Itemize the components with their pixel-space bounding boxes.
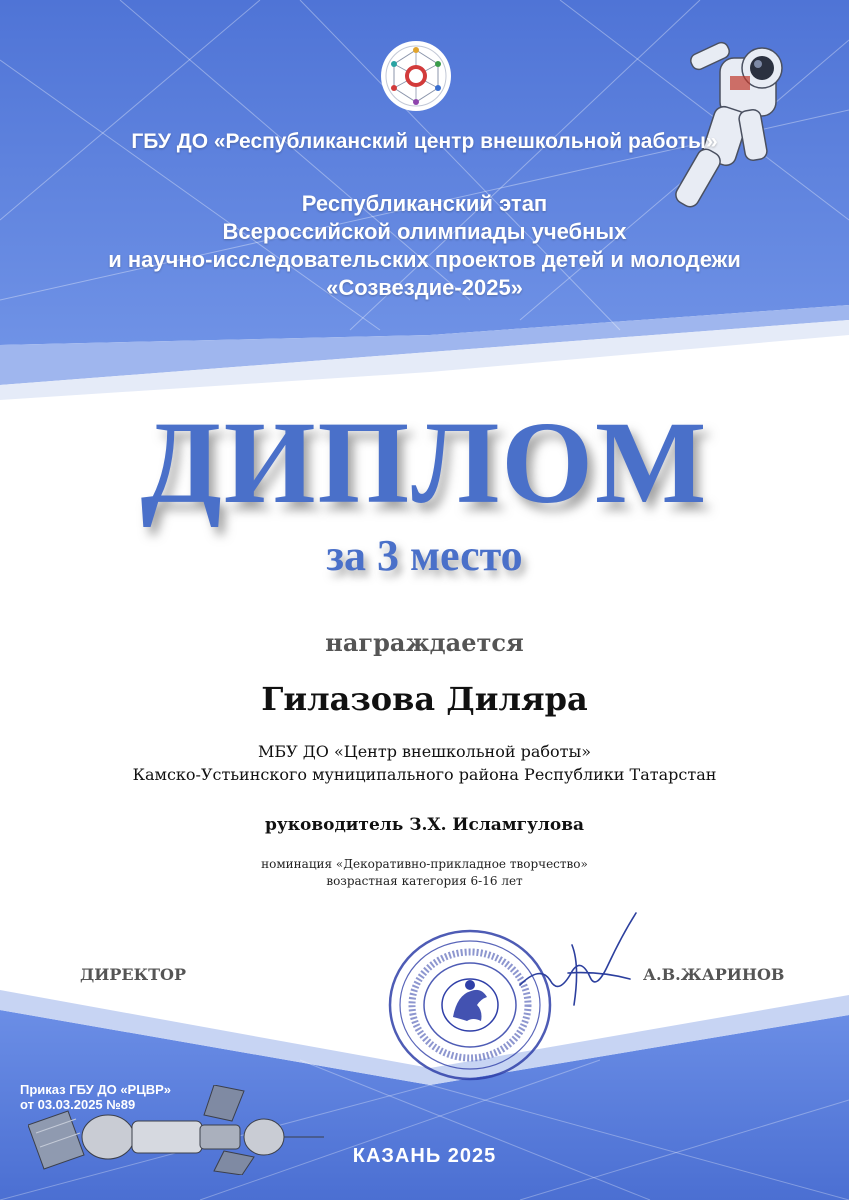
director-name: А.В.ЖАРИНОВ — [643, 965, 785, 984]
signature-icon — [510, 905, 650, 1025]
city-year: КАЗАНЬ 2025 — [352, 1145, 497, 1167]
supervisor: руководитель З.Х. Исламгулова — [264, 815, 585, 835]
diploma-heading: ДИПЛОМ — [140, 397, 709, 528]
recipient-organization — [0, 740, 849, 786]
recipient-name: Гилазова Диляра — [261, 680, 588, 718]
place-text: за 3 место — [326, 531, 523, 580]
nomination-line: номинация «Декоративно-прикладное творчество» — [261, 857, 588, 871]
order-reference — [20, 1082, 171, 1112]
olympiad-logo-icon — [380, 40, 452, 112]
order-date-line: от 03.03.2025 №89 — [20, 1097, 136, 1112]
organizer-title: ГБУ ДО «Республиканский центр внешкольной работы» — [131, 130, 718, 153]
organization-line: Камско-Устьинского муниципального района Республики Татарстан — [132, 765, 717, 784]
event-title-line: «Созвездие-2025» — [326, 275, 523, 300]
event-title-line: Всероссийской олимпиады учебных — [222, 219, 627, 244]
event-title-line: и научно-исследовательских проектов детей и молодежи — [108, 247, 741, 272]
event-title-line: Республиканский этап — [301, 191, 548, 216]
director-label: ДИРЕКТОР — [80, 965, 186, 984]
awarded-label: награждается — [325, 628, 524, 657]
organization-line: МБУ ДО «Центр внешкольной работы» — [257, 742, 592, 761]
nomination — [0, 856, 849, 890]
order-line: Приказ ГБУ ДО «РЦВР» — [20, 1082, 172, 1097]
age-category-line: возрастная категория 6-16 лет — [326, 874, 523, 888]
event-title — [0, 190, 849, 302]
